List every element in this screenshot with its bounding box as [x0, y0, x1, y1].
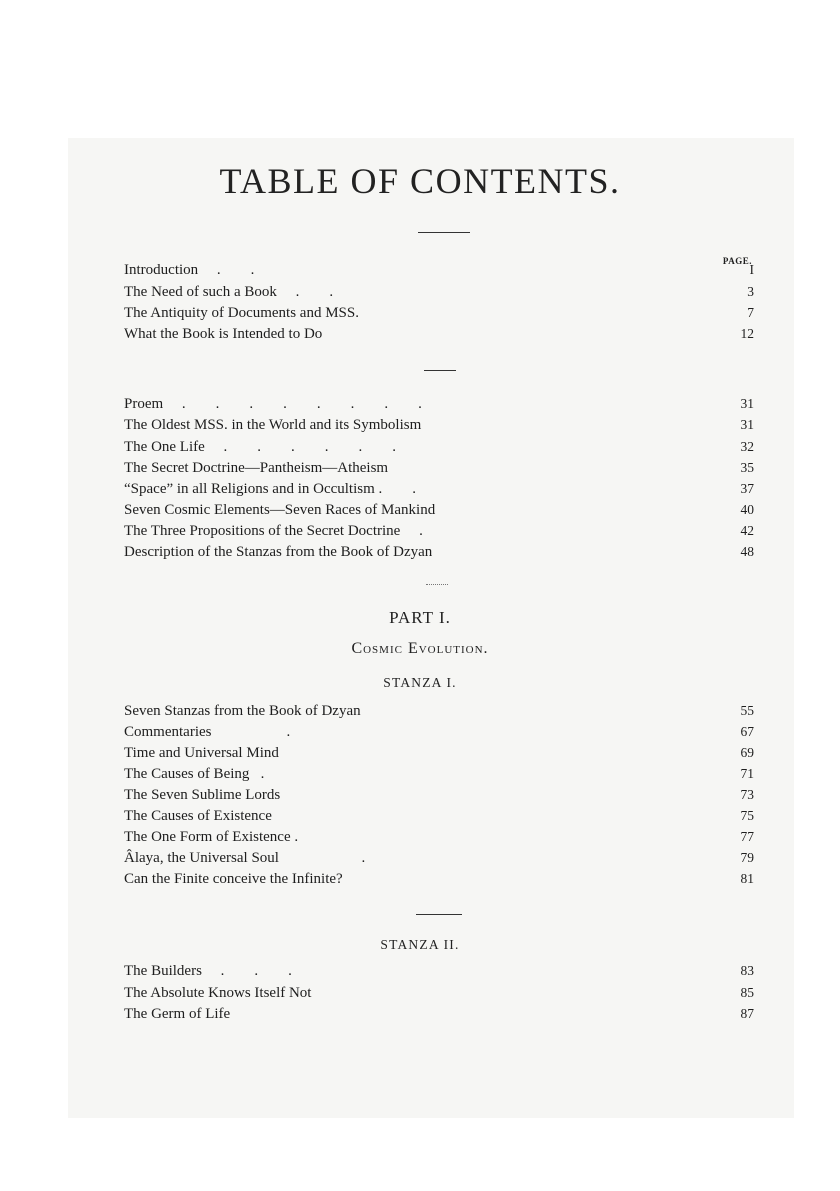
entry-page: 67 [740, 724, 754, 739]
entry-title: The One Form of Existence . [124, 829, 299, 845]
toc-entry [124, 724, 754, 744]
part-heading: PART I. [389, 608, 451, 627]
toc-entry [124, 417, 754, 437]
entry-title: The Absolute Knows Itself Not [124, 985, 312, 1001]
entry-title: “Space” in all Religions and in Occultism . . [124, 481, 417, 497]
toc-entry [124, 460, 754, 480]
toc-entry [124, 544, 754, 564]
part-subtitle: Cosmic Evolution. [351, 640, 489, 657]
entry-page: 79 [740, 850, 754, 865]
toc-entry [124, 985, 754, 1005]
entry-page: 85 [740, 985, 754, 1000]
toc-entry [124, 284, 754, 304]
entry-page: 71 [740, 766, 754, 781]
entry-title: The Germ of Life [124, 1006, 231, 1022]
divider [416, 914, 462, 915]
toc-entry [124, 1006, 754, 1026]
toc-entry [124, 850, 754, 870]
entry-page: 12 [740, 326, 754, 341]
entry-page: 48 [740, 544, 754, 559]
toc-entry [124, 703, 754, 723]
toc-entry [124, 305, 754, 325]
entry-page: 81 [740, 871, 754, 886]
entry-title: Time and Universal Mind [124, 745, 279, 761]
toc-entry [124, 871, 754, 891]
entry-title: The Antiquity of Documents and MSS. [124, 305, 359, 321]
entry-title: Seven Stanzas from the Book of Dzyan [124, 703, 361, 719]
entry-title: The Secret Doctrine—Pantheism—Atheism [124, 460, 389, 476]
toc-entry [124, 262, 754, 282]
toc-entry [124, 963, 754, 983]
page-title: TABLE OF CONTENTS. [219, 161, 621, 201]
entry-title: Commentaries . [124, 724, 291, 740]
divider [426, 584, 448, 586]
toc-entry [124, 787, 754, 807]
entry-title: Introduction . . [124, 262, 255, 278]
entry-title: The Need of such a Book . . [124, 284, 334, 300]
entry-title: The Causes of Being . [124, 766, 265, 782]
toc-entry [124, 439, 754, 459]
entry-title: Description of the Stanzas from the Book of Dzyan [124, 544, 433, 560]
toc-entry [124, 502, 754, 522]
entry-page: 40 [740, 502, 754, 517]
entry-title: The Seven Sublime Lords [124, 787, 281, 803]
entry-page: 83 [740, 963, 754, 978]
entry-page: 69 [740, 745, 754, 760]
entry-title: Seven Cosmic Elements—Seven Races of Mankind [124, 502, 436, 518]
entry-page: 3 [747, 284, 754, 299]
toc-entry [124, 766, 754, 786]
toc-entry [124, 481, 754, 501]
entry-title: The Three Propositions of the Secret Doctrine . [124, 523, 423, 539]
page-column-label: PAGE. [722, 256, 752, 266]
toc-entry [124, 745, 754, 765]
entry-page: 73 [740, 787, 754, 802]
entry-title: Âlaya, the Universal Soul . [124, 850, 366, 866]
stanza-heading: STANZA I. [383, 675, 457, 690]
entry-page: 77 [740, 829, 754, 844]
entry-title: The Oldest MSS. in the World and its Symbolism [124, 417, 422, 433]
entry-page: 75 [740, 808, 754, 823]
entry-title: The One Life . . . . . . [124, 439, 397, 455]
toc-entry [124, 829, 754, 849]
entry-page: 31 [740, 417, 754, 432]
entry-title: Can the Finite conceive the Infinite? [124, 871, 343, 887]
entry-page: 35 [740, 460, 754, 475]
stanza-heading: STANZA II. [380, 937, 460, 952]
entry-title: The Causes of Existence [124, 808, 272, 824]
entry-page: 55 [740, 703, 754, 718]
entry-page: 31 [740, 396, 754, 411]
toc-entry [124, 326, 754, 346]
toc-entry [124, 523, 754, 543]
entry-page: 42 [740, 523, 754, 538]
toc-entry [124, 396, 754, 416]
entry-title: What the Book is Intended to Do [124, 326, 323, 342]
entry-title: Proem . . . . . . . . [124, 396, 422, 412]
toc-entry [124, 808, 754, 828]
entry-page: 32 [740, 439, 754, 454]
entry-page: 7 [747, 305, 754, 320]
entry-page: 87 [740, 1006, 754, 1021]
entry-page: 37 [740, 481, 754, 496]
divider [424, 370, 456, 371]
entry-page: I [749, 262, 754, 277]
entry-title: The Builders . . . [124, 963, 292, 979]
divider [418, 232, 470, 233]
